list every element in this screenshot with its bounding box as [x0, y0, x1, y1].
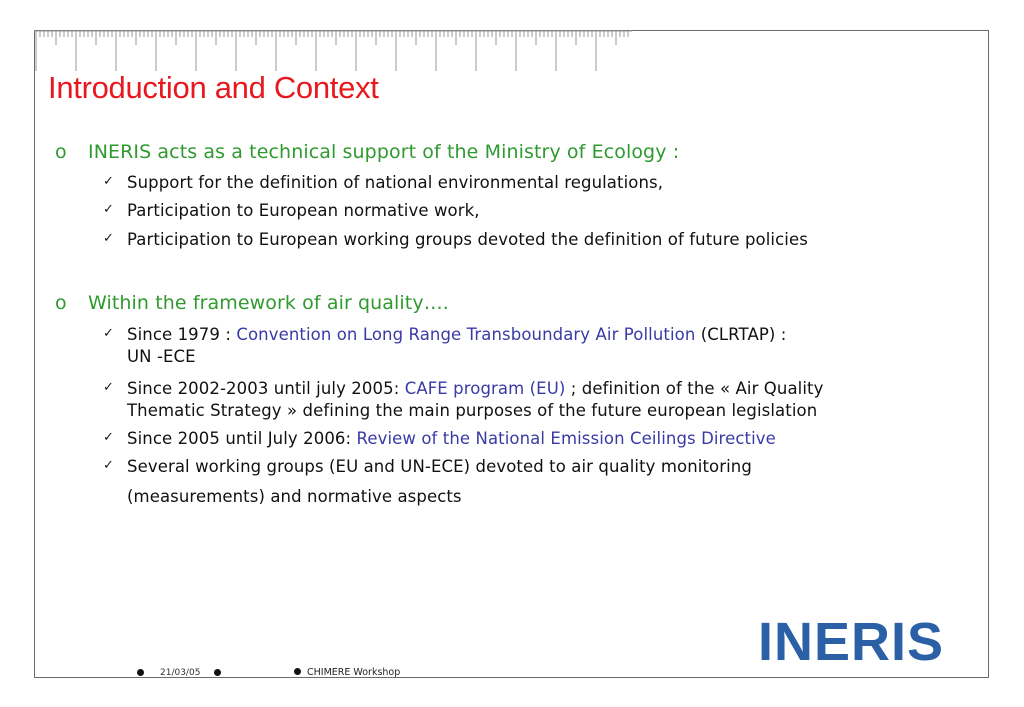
footer-event: CHIMERE Workshop	[307, 667, 401, 678]
footer-bullet-icon	[137, 669, 144, 676]
check-icon: ✓	[103, 174, 114, 189]
item-suffix: (CLRTAP) :	[695, 325, 787, 344]
check-icon: ✓	[103, 458, 114, 473]
footer-bullet-icon	[214, 669, 221, 676]
check-icon: ✓	[103, 430, 114, 445]
check-icon: ✓	[103, 380, 114, 395]
check-icon: ✓	[103, 202, 114, 217]
cafe-link-text: CAFE program (EU)	[404, 379, 566, 398]
item-prefix: Since 2002-2003 until july 2005:	[127, 379, 405, 398]
section-2-item-1	[127, 324, 786, 345]
section-2-item-2	[127, 378, 823, 399]
item-prefix: Since 1979 :	[127, 325, 237, 344]
section-2-heading: Within the framework of air quality….	[88, 292, 449, 314]
ineris-logo	[758, 614, 976, 666]
section-1-item-1: Support for the definition of national environmental regulations,	[127, 173, 664, 192]
item-prefix: Since 2005 until July 2006:	[127, 429, 357, 448]
slide-title: Introduction and Context	[48, 70, 379, 105]
convention-link-text: Convention on Long Range Transboundary Air Pollution	[236, 325, 696, 344]
nec-link-text: Review of the National Emission Ceilings Directive	[356, 429, 776, 448]
section-2-item-3	[127, 428, 776, 449]
section-2-item-4: Several working groups (EU and UN-ECE) devoted to air quality monitoring	[127, 457, 752, 476]
section-2-item-1-line-2: UN -ECE	[127, 347, 196, 366]
footer-bullet-icon	[294, 668, 301, 675]
section-1-marker: o	[55, 141, 67, 163]
section-2-item-2-line-2: Thematic Strategy » defining the main purposes of the future european legislation	[127, 401, 818, 420]
section-1-item-2: Participation to European normative work,	[127, 201, 480, 220]
logo-text: INERIS	[758, 614, 945, 666]
section-1-heading: INERIS acts as a technical support of the Ministry of Ecology :	[88, 141, 680, 163]
check-icon: ✓	[103, 326, 114, 341]
item-suffix: ; definition of the « Air Quality	[565, 379, 824, 398]
section-2-marker: o	[55, 292, 67, 314]
section-2-item-4-line-2: (measurements) and normative aspects	[127, 487, 462, 506]
footer-date: 21/03/05	[160, 668, 201, 678]
ruler-decoration	[34, 30, 634, 72]
section-1-item-3: Participation to European working groups devoted the definition of future policies	[127, 230, 808, 249]
check-icon: ✓	[103, 231, 114, 246]
